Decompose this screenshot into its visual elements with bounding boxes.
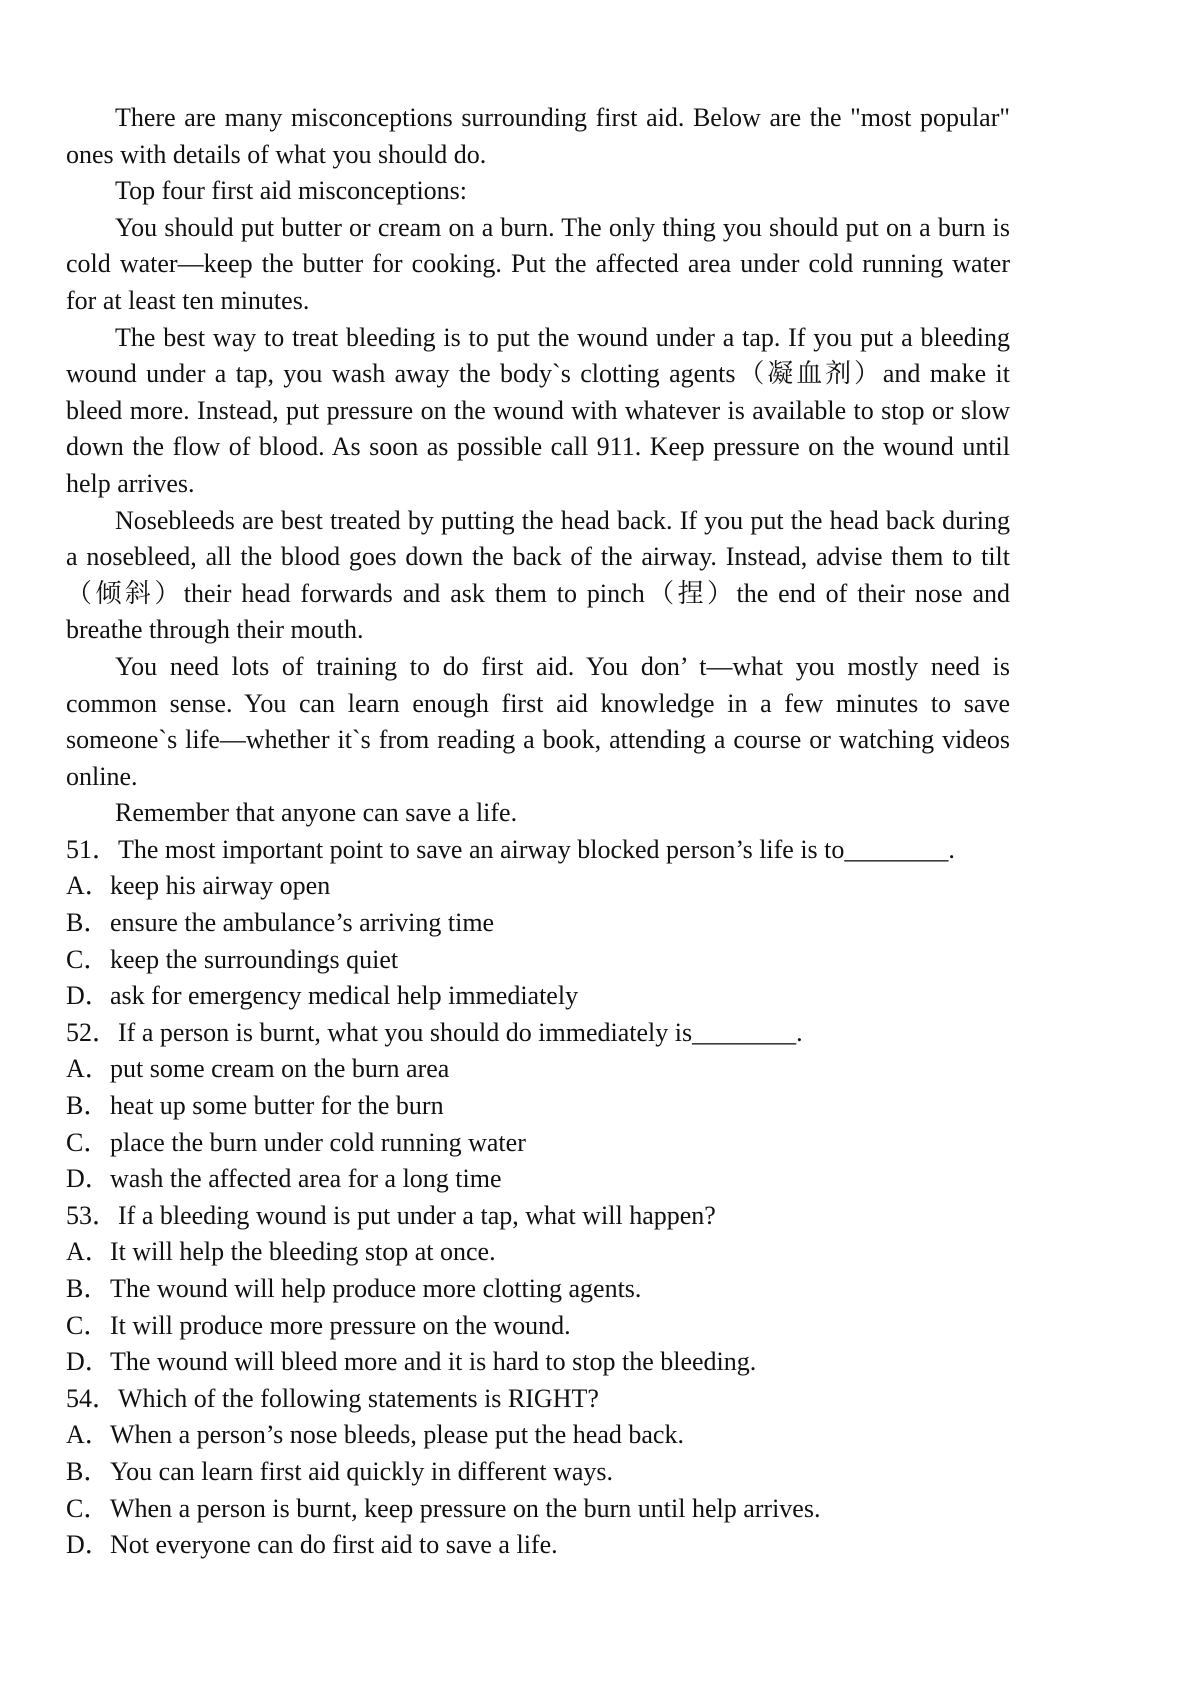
option-b[interactable] xyxy=(66,905,1010,942)
passage-paragraph-nosebleed: Nosebleeds are best treated by putting the head back. If you put the head back during a nosebleed, all the blood goes down the back of the airway. Instead, advise them to tilt（倾斜）their head forwards and ask them to pinch（捏）the end of their nose and breathe through their mouth. xyxy=(66,505,1010,645)
option-text: wash the affected area for a long time xyxy=(110,1164,502,1194)
option-d[interactable] xyxy=(66,1527,1010,1564)
question-text: If a person is burnt, what you should do immediately is________. xyxy=(118,1017,803,1047)
passage-intro: There are many misconceptions surrounding first aid. Below are the "most popular" ones with details of what you should do. xyxy=(66,103,1010,169)
option-text: You can learn first aid quickly in different ways. xyxy=(110,1456,614,1486)
option-text: Not everyone can do first aid to save a life. xyxy=(110,1530,558,1560)
question-52 xyxy=(66,1015,1010,1198)
question-54 xyxy=(66,1381,1010,1564)
option-letter: B． xyxy=(66,1456,110,1486)
question-text: The most important point to save an airway blocked person’s life is to________. xyxy=(118,834,955,864)
option-text: It will produce more pressure on the wound. xyxy=(110,1310,571,1340)
question-53 xyxy=(66,1198,1010,1381)
question-stem xyxy=(66,1015,1010,1052)
option-b[interactable] xyxy=(66,1088,1010,1125)
option-b[interactable] xyxy=(66,1271,1010,1308)
question-number: 54． xyxy=(66,1383,119,1413)
option-c[interactable] xyxy=(66,1125,1010,1162)
question-number: 52． xyxy=(66,1017,119,1047)
option-d[interactable] xyxy=(66,1161,1010,1198)
option-text: place the burn under cold running water xyxy=(110,1127,526,1157)
option-letter: D． xyxy=(66,1530,111,1560)
option-text: heat up some butter for the burn xyxy=(110,1091,444,1121)
question-stem xyxy=(66,1381,1010,1418)
question-stem xyxy=(66,832,1010,869)
option-letter: B． xyxy=(66,908,110,938)
option-text: When a person is burnt, keep pressure on the burn until help arrives. xyxy=(110,1493,821,1523)
option-a[interactable] xyxy=(66,1417,1010,1454)
passage-paragraph-training: You need lots of training to do first aid. You don’ t—what you mostly need is common sense. You can learn enough first aid knowledge in a few minutes to save someone`s life—whether it`s from reading a book, attending a course or watching videos online. xyxy=(66,651,1010,791)
questions-section xyxy=(66,832,1010,1564)
option-text: ensure the ambulance’s arriving time xyxy=(110,908,495,938)
option-letter: C． xyxy=(66,1493,110,1523)
option-b[interactable] xyxy=(66,1454,1010,1491)
option-letter: B． xyxy=(66,1091,110,1121)
option-letter: A． xyxy=(66,1420,111,1450)
option-letter: C． xyxy=(66,1127,110,1157)
option-text: The wound will help produce more clotting agents. xyxy=(110,1274,642,1303)
option-c[interactable] xyxy=(66,1491,1010,1528)
passage-paragraph-burn: You should put butter or cream on a burn. The only thing you should put on a burn is cold water—keep the butter for cooking. Put the affected area under cold running water for at least ten minutes. xyxy=(66,212,1010,315)
option-letter: B． xyxy=(66,1274,110,1303)
option-a[interactable] xyxy=(66,868,1010,905)
question-stem xyxy=(66,1198,1010,1235)
option-text: keep the surroundings quiet xyxy=(110,944,399,974)
option-text: put some cream on the burn area xyxy=(110,1054,450,1084)
option-a[interactable] xyxy=(66,1051,1010,1088)
option-a[interactable] xyxy=(66,1234,1010,1271)
option-d[interactable] xyxy=(66,978,1010,1015)
question-number: 51． xyxy=(66,834,119,864)
option-letter: C． xyxy=(66,944,110,974)
passage-heading: Top four first aid misconceptions: xyxy=(115,176,468,206)
option-text: It will help the bleeding stop at once. xyxy=(110,1237,496,1267)
option-letter: A． xyxy=(66,871,111,901)
option-letter: A． xyxy=(66,1054,111,1084)
option-text: When a person’s nose bleeds, please put the head back. xyxy=(110,1420,684,1450)
question-text: If a bleeding wound is put under a tap, what will happen? xyxy=(118,1200,716,1230)
option-text: ask for emergency medical help immediately xyxy=(110,981,579,1011)
option-text: keep his airway open xyxy=(110,871,331,901)
option-letter: C． xyxy=(66,1310,110,1340)
passage-closing: Remember that anyone can save a life. xyxy=(115,798,518,828)
option-letter: D． xyxy=(66,981,111,1011)
passage-paragraph-bleeding: The best way to treat bleeding is to put the wound under a tap. If you put a bleeding wound under a tap, you wash away the body`s clotting agents（凝血剂）and make it bleed more. Instead, put pressure on the wound with whatever is available to stop or slow down the flow of blood. As soon as possible call 911. Keep pressure on the wound until help arrives. xyxy=(66,322,1010,498)
question-text: Which of the following statements is RIGHT? xyxy=(118,1383,599,1413)
reading-passage xyxy=(66,100,1010,832)
option-c[interactable] xyxy=(66,1308,1010,1345)
option-text: The wound will bleed more and it is hard to stop the bleeding. xyxy=(110,1347,757,1377)
option-letter: D． xyxy=(66,1347,111,1377)
question-number: 53． xyxy=(66,1200,119,1230)
option-letter: A． xyxy=(66,1237,111,1267)
option-c[interactable] xyxy=(66,942,1010,979)
option-d[interactable] xyxy=(66,1344,1010,1381)
question-51 xyxy=(66,832,1010,1015)
option-letter: D． xyxy=(66,1164,111,1194)
